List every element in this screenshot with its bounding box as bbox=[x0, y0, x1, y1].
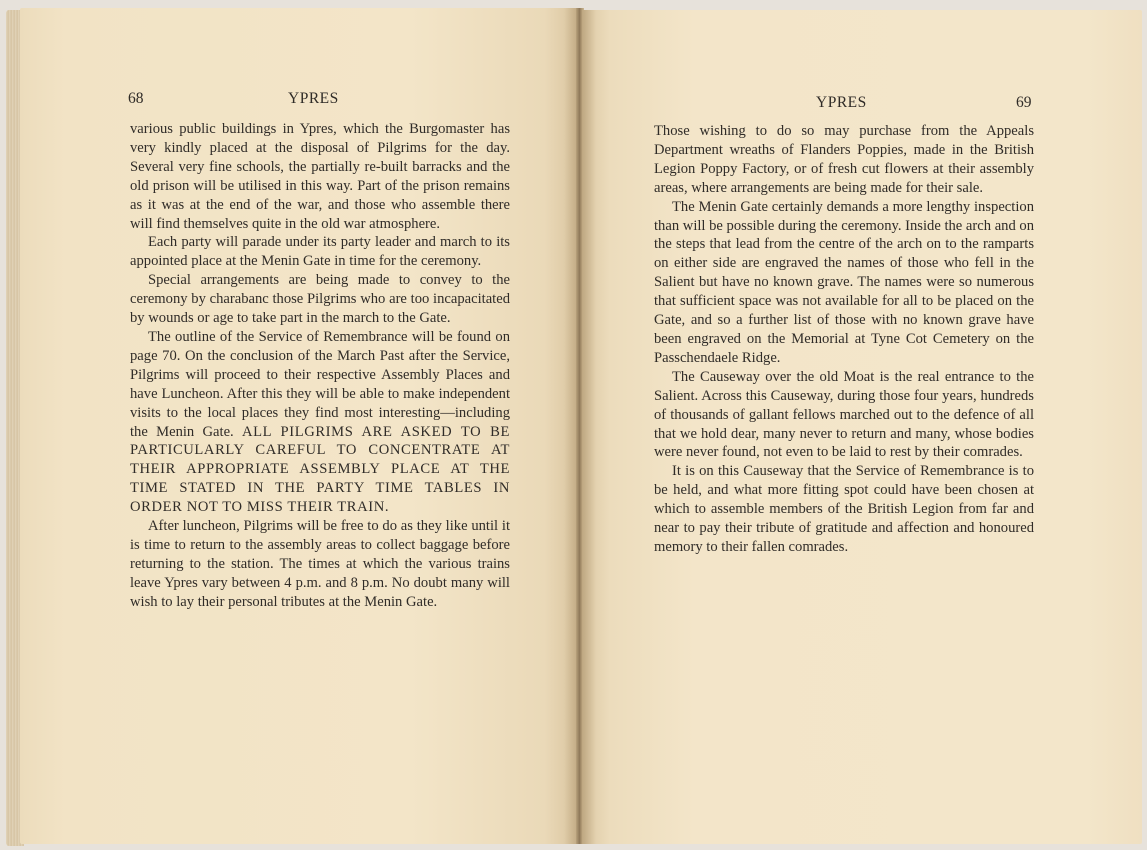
right-running-head: YPRES bbox=[816, 94, 867, 111]
left-paragraph-4 bbox=[130, 328, 510, 517]
right-paragraph-4: It is on this Causeway that the Service of Remembrance is to be held, and what more fitting spot could have been chosen at which to assemble members of the British Legion from far and near to pay their tribute of gratitude and affection and honoured memory to their fallen comrades. bbox=[654, 463, 1034, 555]
right-gutter-shadow bbox=[582, 10, 596, 844]
right-paragraph-3: The Causeway over the old Moat is the real entrance to the Salient. Across this Causeway, during those four years, hundreds of thousands of gallant fellows marched out to the defence of all that we hold dear, many never to return and many, whose bodies were never found, not even to be laid to rest by their comrades. bbox=[654, 368, 1034, 461]
left-paragraph-3: Special arrangements are being made to convey to the ceremony by charabanc those Pilgrims who are too incapacitated by wounds or age to take part in the march to the Gate. bbox=[130, 272, 510, 327]
left-paragraph-5: After luncheon, Pilgrims will be free to do as they like until it is time to return to the assembly areas to collect baggage before returning to the station. The times at which the various trains leave Ypres vary between 4 p.m. and 8 p.m. No doubt many will wish to lay their personal tributes at the Menin Gate. bbox=[130, 518, 510, 610]
left-page-number: 68 bbox=[128, 90, 144, 107]
right-paragraph-1: Those wishing to do so may purchase from the Appeals Department wreaths of Flanders Poppies, made in the British Legion Poppy Factory, or of fresh cut flowers at their assembly areas, where arrangements are being made for their sale. bbox=[654, 123, 1034, 196]
left-paragraph-1: various public buildings in Ypres, which the Burgomaster has very kindly placed at the disposal of Pilgrims for the day. Several very fine schools, the partially re-built barracks and the old prison will be utilised in this way. Part of the prison remains as it was at the end of the war, and those who assemble there will find themselves quite in the old war atmosphere. bbox=[130, 121, 510, 232]
left-text-block bbox=[130, 120, 510, 612]
right-page bbox=[582, 10, 1142, 844]
left-paragraph-2: Each party will parade under its party leader and march to its appointed place at the Menin Gate in time for the ceremony. bbox=[130, 234, 510, 270]
right-page-number: 69 bbox=[1016, 94, 1032, 111]
left-page bbox=[20, 8, 578, 844]
left-paragraph-4-caps: ALL PILGRIMS ARE ASKED TO BE PARTICULARLY CAREFUL TO CONCENTRATE AT THEIR APPROPRIATE ASSEMBLY PLACE AT THE TIME STATED IN THE PARTY TIME TABLES IN ORDER NOT TO MISS THEIR TRAIN. bbox=[130, 423, 510, 516]
right-paragraph-2: The Menin Gate certainly demands a more lengthy inspection than will be possible during the ceremony. Inside the arch and on the steps that lead from the centre of the arch on to the ramparts on either side are engraved the names of those who fell in the Salient but have no known grave. The names were so numerous that sufficient space was not available for all to be placed on the Gate, and so a further list of those with no known grave have been engraved on the Memorial at Tyne Cot Cemetery on the Passchendaele Ridge. bbox=[654, 198, 1035, 366]
left-running-head: YPRES bbox=[288, 90, 339, 107]
left-paragraph-4-text: The outline of the Service of Remembrance will be found on page 70. On the conclusion of the March Past after the Service, Pilgrims will proceed to their respective Assembly Places and have Luncheon. After this they will be able to make independent visits to the local places they find most interesting—including the Menin Gate. bbox=[130, 328, 510, 440]
right-text-block bbox=[654, 122, 1034, 557]
